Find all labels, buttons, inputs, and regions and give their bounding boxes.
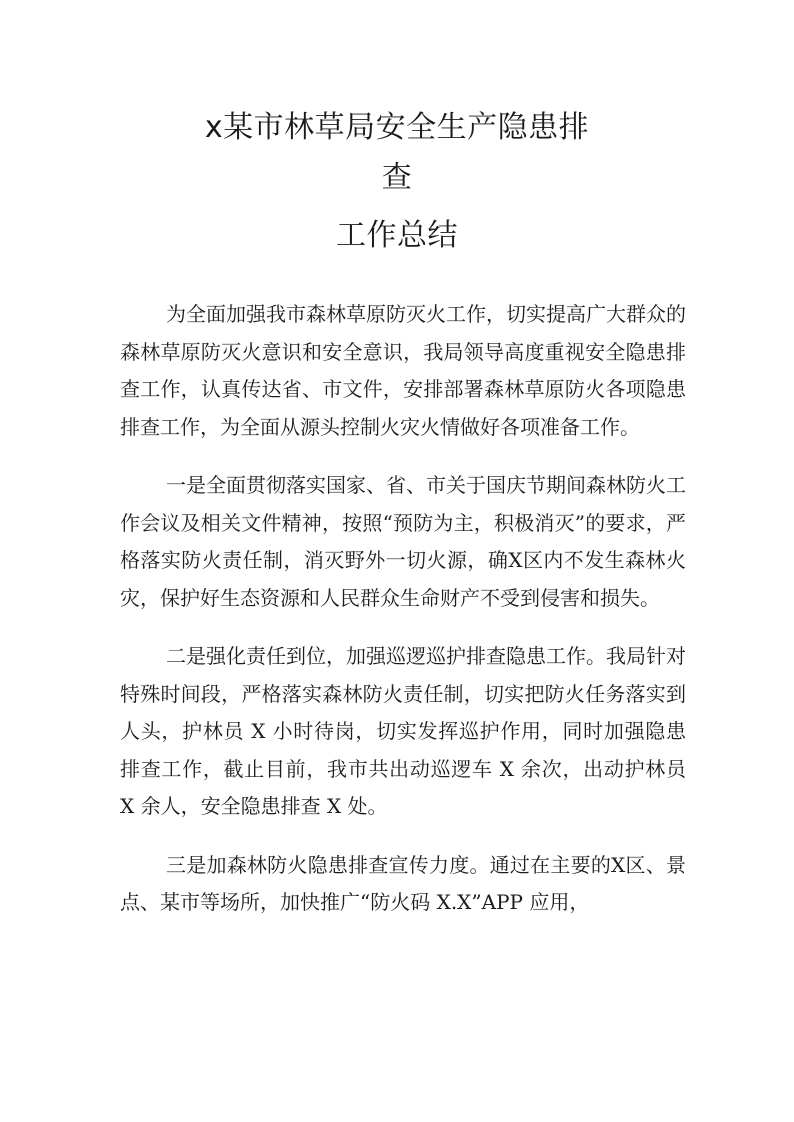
paragraph-intro: 为全面加强我市森林草原防灭火工作，切实提高广大群众的森林草原防灭火意识和安全意识，我局领导高度重视安全隐患排查工作，认真传达省、市文件，安排部署森林草原防火各项隐患排查工作，为全面从源头控制火灾火情做好各项准备工作。	[120, 302, 686, 439]
paragraph-point-2: 二是强化责任到位，加强巡逻巡护排查隐患工作。我局针对特殊时间段，严格落实森林防火责任制，切实把防火任务落实到人头，护林员 X 小时待岗，切实发挥巡护作用，同时加强隐患排查工作，截止目前，我市共出动巡逻车 X 余次，出动护林员 X 余人，安全隐患排查 X 处。	[120, 644, 686, 818]
document-title-line-1: x某市林草局安全生产隐患排	[204, 110, 590, 145]
document-title-line-3: 工作总结	[336, 218, 458, 253]
paragraph-point-3: 三是加森林防火隐患排查宣传力度。通过在主要的X区、景点、某市等场所，加快推广“防火码 X.X”APP 应用，	[120, 852, 686, 914]
document-title-line-2: 查	[381, 160, 413, 195]
paragraph-point-1: 一是全面贯彻落实国家、省、市关于国庆节期间森林防火工作会议及相关文件精神，按照“预防为主，积极消灭”的要求，严格落实防火责任制，消灭野外一切火源，确X区内不发生森林火灾，保护好生态资源和人民群众生命财产不受到侵害和损失。	[120, 473, 686, 610]
document-body	[120, 296, 686, 943]
